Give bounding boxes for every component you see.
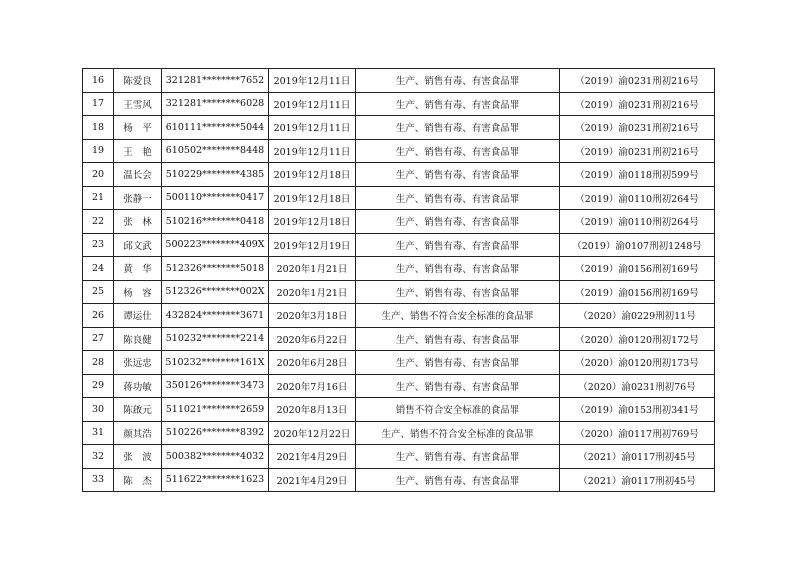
crime-name-cell: 销售不符合安全标准的食品罪 xyxy=(356,398,560,422)
crime-name-cell: 生产、销售有毒、有害食品罪 xyxy=(356,116,560,140)
id-number-cell: 512326********5018 xyxy=(162,257,269,281)
person-name-cell: 黄 华 xyxy=(114,257,162,281)
row-number-cell: 22 xyxy=(83,210,114,234)
crime-name-cell: 生产、销售有毒、有害食品罪 xyxy=(356,257,560,281)
id-number-cell: 610502********8448 xyxy=(162,139,269,163)
row-number-cell: 31 xyxy=(83,421,114,445)
table-row xyxy=(83,139,715,163)
id-number-cell: 510232********161X xyxy=(162,351,269,375)
records-table xyxy=(82,68,715,492)
case-number-cell: （2019）渝0231刑初216号 xyxy=(560,139,715,163)
judgment-date-cell: 2021年4月29日 xyxy=(269,468,356,492)
table-row xyxy=(83,374,715,398)
crime-name-cell: 生产、销售有毒、有害食品罪 xyxy=(356,210,560,234)
judgment-date-cell: 2019年12月18日 xyxy=(269,163,356,187)
judgment-date-cell: 2019年12月19日 xyxy=(269,233,356,257)
person-name-cell: 陈 杰 xyxy=(114,468,162,492)
case-number-cell: （2019）渝0118刑初599号 xyxy=(560,163,715,187)
table-row xyxy=(83,421,715,445)
judgment-date-cell: 2020年1月21日 xyxy=(269,280,356,304)
row-number-cell: 19 xyxy=(83,139,114,163)
table-row xyxy=(83,233,715,257)
judgment-date-cell: 2020年6月22日 xyxy=(269,327,356,351)
case-number-cell: （2019）渝0231刑初216号 xyxy=(560,92,715,116)
crime-name-cell: 生产、销售有毒、有害食品罪 xyxy=(356,69,560,93)
row-number-cell: 16 xyxy=(83,69,114,93)
person-name-cell: 邱文武 xyxy=(114,233,162,257)
person-name-cell: 蒋功敏 xyxy=(114,374,162,398)
case-number-cell: （2021）渝0117刑初45号 xyxy=(560,445,715,469)
crime-name-cell: 生产、销售有毒、有害食品罪 xyxy=(356,139,560,163)
person-name-cell: 张静一 xyxy=(114,186,162,210)
person-name-cell: 张远忠 xyxy=(114,351,162,375)
crime-name-cell: 生产、销售不符合安全标准的食品罪 xyxy=(356,421,560,445)
judgment-date-cell: 2020年1月21日 xyxy=(269,257,356,281)
row-number-cell: 28 xyxy=(83,351,114,375)
judgment-date-cell: 2020年12月22日 xyxy=(269,421,356,445)
judgment-date-cell: 2019年12月11日 xyxy=(269,69,356,93)
table-row xyxy=(83,163,715,187)
crime-name-cell: 生产、销售有毒、有害食品罪 xyxy=(356,233,560,257)
person-name-cell: 颜其浩 xyxy=(114,421,162,445)
id-number-cell: 432824********3671 xyxy=(162,304,269,328)
judgment-date-cell: 2019年12月18日 xyxy=(269,186,356,210)
case-number-cell: （2019）渝0110刑初264号 xyxy=(560,186,715,210)
judgment-date-cell: 2019年12月11日 xyxy=(269,116,356,140)
table-row xyxy=(83,468,715,492)
case-number-cell: （2019）渝0110刑初264号 xyxy=(560,210,715,234)
id-number-cell: 350126********3473 xyxy=(162,374,269,398)
id-number-cell: 510226********8392 xyxy=(162,421,269,445)
id-number-cell: 510229********4385 xyxy=(162,163,269,187)
table-row xyxy=(83,69,715,93)
id-number-cell: 510232********2214 xyxy=(162,327,269,351)
crime-name-cell: 生产、销售不符合安全标准的食品罪 xyxy=(356,304,560,328)
id-number-cell: 321281********7652 xyxy=(162,69,269,93)
judgment-date-cell: 2020年8月13日 xyxy=(269,398,356,422)
row-number-cell: 21 xyxy=(83,186,114,210)
case-number-cell: （2020）渝0231刑初76号 xyxy=(560,374,715,398)
row-number-cell: 24 xyxy=(83,257,114,281)
judgment-date-cell: 2020年7月16日 xyxy=(269,374,356,398)
id-number-cell: 512326********002X xyxy=(162,280,269,304)
row-number-cell: 29 xyxy=(83,374,114,398)
person-name-cell: 杨 平 xyxy=(114,116,162,140)
person-name-cell: 王 艳 xyxy=(114,139,162,163)
judgment-date-cell: 2019年12月11日 xyxy=(269,92,356,116)
person-name-cell: 谭运仕 xyxy=(114,304,162,328)
person-name-cell: 陈啟元 xyxy=(114,398,162,422)
id-number-cell: 511622********1623 xyxy=(162,468,269,492)
person-name-cell: 王雪风 xyxy=(114,92,162,116)
row-number-cell: 32 xyxy=(83,445,114,469)
person-name-cell: 陈爱良 xyxy=(114,69,162,93)
row-number-cell: 27 xyxy=(83,327,114,351)
table-row xyxy=(83,257,715,281)
case-number-cell: （2020）渝0117刑初769号 xyxy=(560,421,715,445)
case-number-cell: （2019）渝0156刑初169号 xyxy=(560,257,715,281)
id-number-cell: 500223********409X xyxy=(162,233,269,257)
row-number-cell: 26 xyxy=(83,304,114,328)
id-number-cell: 500110********0417 xyxy=(162,186,269,210)
table-row xyxy=(83,280,715,304)
judgment-date-cell: 2020年6月28日 xyxy=(269,351,356,375)
person-name-cell: 杨 容 xyxy=(114,280,162,304)
table-row xyxy=(83,351,715,375)
row-number-cell: 30 xyxy=(83,398,114,422)
case-number-cell: （2019）渝0156刑初169号 xyxy=(560,280,715,304)
judgment-date-cell: 2019年12月11日 xyxy=(269,139,356,163)
judgment-date-cell: 2020年3月18日 xyxy=(269,304,356,328)
crime-name-cell: 生产、销售有毒、有害食品罪 xyxy=(356,445,560,469)
person-name-cell: 张 林 xyxy=(114,210,162,234)
crime-name-cell: 生产、销售有毒、有害食品罪 xyxy=(356,280,560,304)
id-number-cell: 500382********4032 xyxy=(162,445,269,469)
table-row xyxy=(83,210,715,234)
case-number-cell: （2019）渝0107刑初1248号 xyxy=(560,233,715,257)
crime-name-cell: 生产、销售有毒、有害食品罪 xyxy=(356,92,560,116)
case-number-cell: （2020）渝0229刑初11号 xyxy=(560,304,715,328)
row-number-cell: 25 xyxy=(83,280,114,304)
id-number-cell: 321281********6028 xyxy=(162,92,269,116)
judgment-date-cell: 2019年12月18日 xyxy=(269,210,356,234)
table-row xyxy=(83,304,715,328)
row-number-cell: 33 xyxy=(83,468,114,492)
person-name-cell: 陈良健 xyxy=(114,327,162,351)
case-number-cell: （2021）渝0117刑初45号 xyxy=(560,468,715,492)
person-name-cell: 温长会 xyxy=(114,163,162,187)
table-row xyxy=(83,445,715,469)
table-row xyxy=(83,186,715,210)
person-name-cell: 张 波 xyxy=(114,445,162,469)
row-number-cell: 23 xyxy=(83,233,114,257)
case-number-cell: （2019）渝0231刑初216号 xyxy=(560,116,715,140)
id-number-cell: 610111********5044 xyxy=(162,116,269,140)
table-row xyxy=(83,398,715,422)
table-row xyxy=(83,327,715,351)
judgment-date-cell: 2021年4月29日 xyxy=(269,445,356,469)
crime-name-cell: 生产、销售有毒、有害食品罪 xyxy=(356,468,560,492)
crime-name-cell: 生产、销售有毒、有害食品罪 xyxy=(356,327,560,351)
row-number-cell: 17 xyxy=(83,92,114,116)
crime-name-cell: 生产、销售有毒、有害食品罪 xyxy=(356,186,560,210)
crime-name-cell: 生产、销售有毒、有害食品罪 xyxy=(356,163,560,187)
row-number-cell: 18 xyxy=(83,116,114,140)
table-row xyxy=(83,116,715,140)
crime-name-cell: 生产、销售有毒、有害食品罪 xyxy=(356,374,560,398)
row-number-cell: 20 xyxy=(83,163,114,187)
records-table-body xyxy=(83,69,715,492)
case-number-cell: （2020）渝0120刑初173号 xyxy=(560,351,715,375)
crime-name-cell: 生产、销售有毒、有害食品罪 xyxy=(356,351,560,375)
case-number-cell: （2019）渝0153刑初341号 xyxy=(560,398,715,422)
case-number-cell: （2020）渝0120刑初172号 xyxy=(560,327,715,351)
table-row xyxy=(83,92,715,116)
id-number-cell: 511021********2659 xyxy=(162,398,269,422)
id-number-cell: 510216********0418 xyxy=(162,210,269,234)
case-number-cell: （2019）渝0231刑初216号 xyxy=(560,69,715,93)
